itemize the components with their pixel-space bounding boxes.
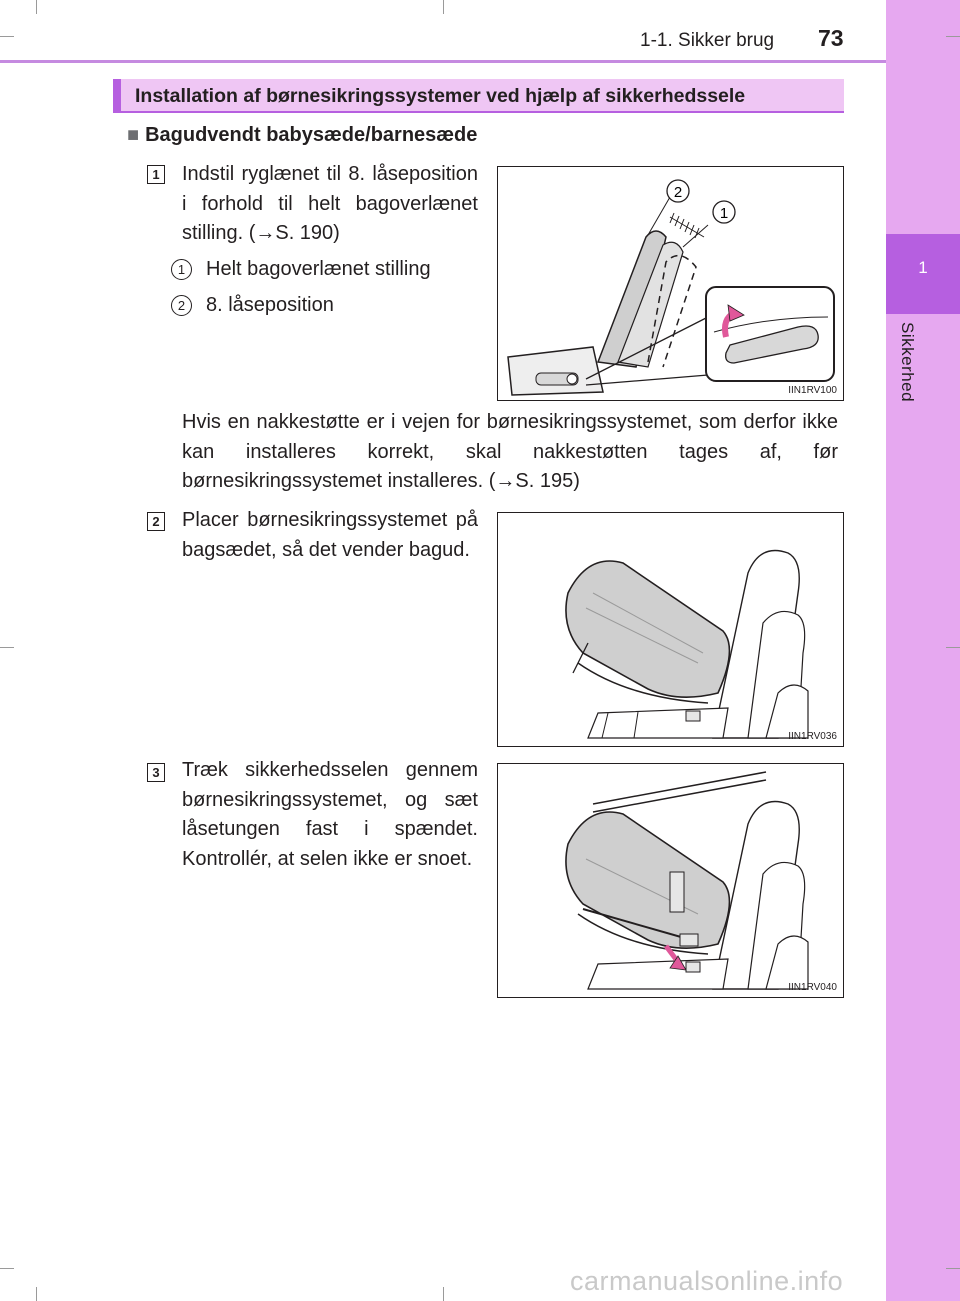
- figure-seat-placement: [497, 512, 844, 747]
- crop-mark: [36, 1287, 37, 1301]
- sub-item-1-text: Helt bagoverlænet stilling: [206, 258, 431, 280]
- figure-code: IIN1RV036: [788, 731, 837, 742]
- chapter-number: 1: [918, 258, 928, 277]
- sub-item-2-text: 8. låseposition: [206, 294, 334, 316]
- page-number: 73: [818, 25, 844, 51]
- callout-2: 2: [673, 184, 683, 201]
- crop-mark: [0, 647, 14, 648]
- step-1-text: Indstil ryglænet til 8. låseposition i forhold til helt bagoverlænet stilling. (→S. 190): [182, 163, 478, 244]
- crop-mark: [0, 1268, 14, 1269]
- banner-title: Installation af børnesikringssystemer ved hjælp af sikkerhedssele: [135, 85, 746, 107]
- section-banner: [113, 79, 844, 113]
- step-number-2: 2: [147, 512, 165, 531]
- chapter-side-tab: [886, 0, 960, 1301]
- figure-code: IIN1RV040: [788, 982, 837, 993]
- chapter-label: Sikkerhed: [898, 322, 917, 403]
- figure-belt-routing: [497, 763, 844, 998]
- sub-item-number-1: 1: [171, 259, 192, 280]
- figure-code: IIN1RV100: [788, 385, 837, 396]
- crop-mark: [0, 36, 14, 37]
- step-1-note: Hvis en nakkestøtte er i vejen for børnesikringssystemet, som derfor ikke kan installeres korrekt, skal nakkestøtten tages af, før børnesikringssystemet installeres. (→S. 195): [182, 411, 838, 492]
- crop-mark: [443, 0, 444, 14]
- subsection-heading: [127, 124, 477, 147]
- callout-1: 1: [719, 205, 729, 222]
- crop-mark: [36, 0, 37, 14]
- step-2-text: Placer børnesikringssystemet på bagsædet, så det vender bagud.: [182, 509, 478, 561]
- crop-mark: [946, 36, 960, 37]
- figure-seat-recline: [497, 166, 844, 401]
- seat-recline-illustration: [498, 167, 845, 402]
- heading-text: Bagudvendt babysæde/barnesæde: [145, 124, 478, 146]
- step-3-text: Træk sikkerhedsselen gennem børnesikringssystemet, og sæt låsetungen fast i spændet. Kontrollér, at selen ikke er snoet.: [182, 759, 478, 870]
- bullet-square-icon: ■: [127, 124, 140, 146]
- belt-routing-illustration: [498, 764, 845, 999]
- crop-mark: [443, 1287, 444, 1301]
- header-rule: [0, 60, 886, 63]
- section-title: 1-1. Sikker brug: [640, 30, 775, 51]
- step-number-3: 3: [147, 763, 165, 782]
- sub-item-number-2: 2: [171, 295, 192, 316]
- watermark: carmanualsonline.info: [570, 1266, 844, 1296]
- rear-seat-illustration: [498, 513, 845, 748]
- step-number-1: 1: [147, 165, 165, 184]
- crop-mark: [946, 647, 960, 648]
- crop-mark: [946, 1268, 960, 1269]
